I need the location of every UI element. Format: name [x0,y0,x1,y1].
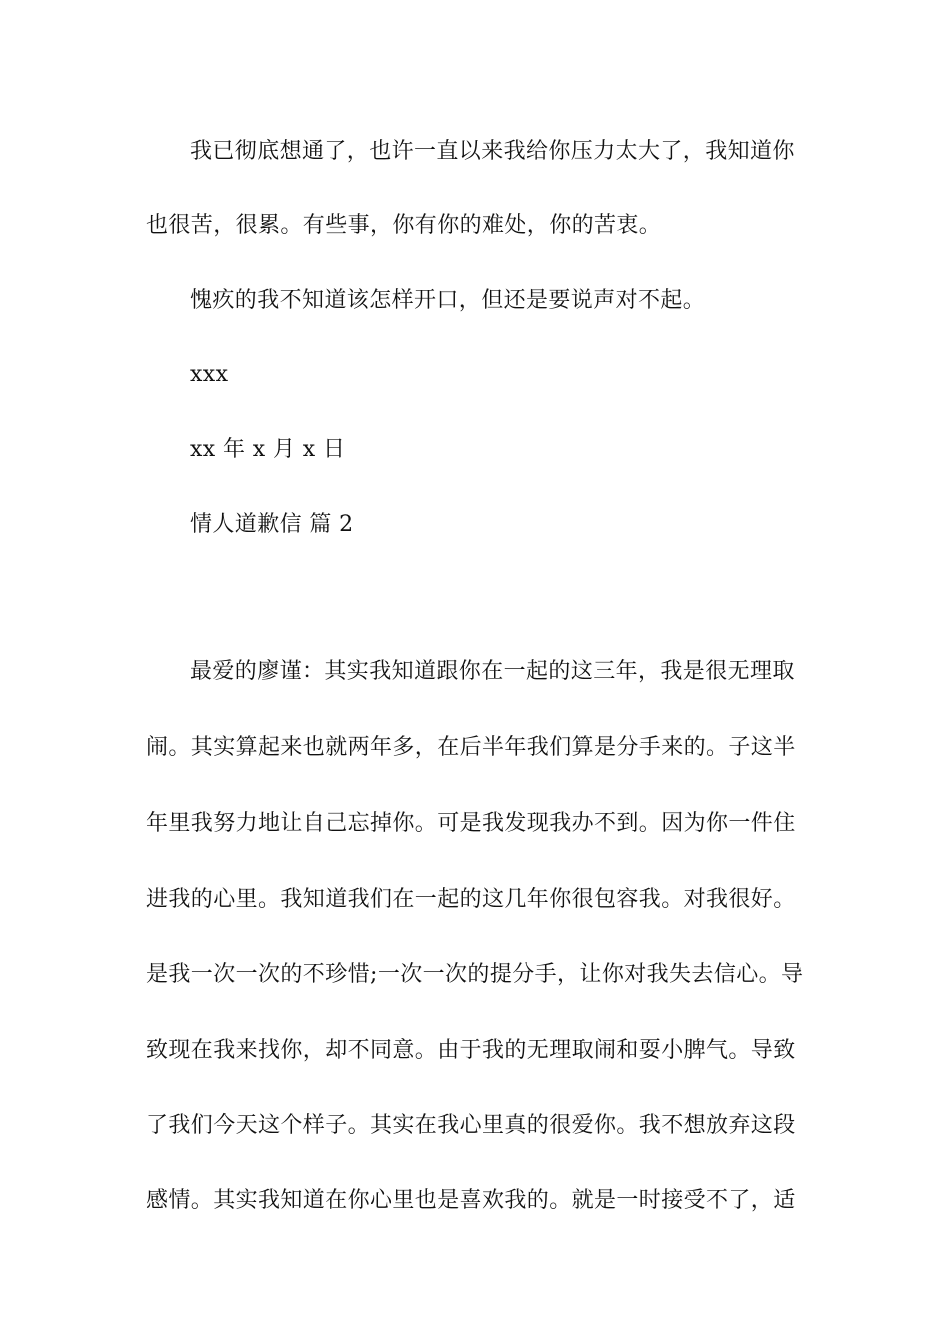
paragraph-line: 我已彻底想通了，也许一直以来我给你压力太大了，我知道你 [190,139,795,164]
signature: xxx [190,362,229,387]
paragraph-line: 进我的心里。我知道我们在一起的这几年你很包容我。对我很好。 [146,887,796,912]
apology-line: 愧疚的我不知道该怎样开口，但还是要说声对不起。 [190,288,706,313]
paragraph-line: 感情。其实我知道在你心里也是喜欢我的。就是一时接受不了，适 [146,1188,796,1213]
letter-date: xx 年 x 月 x 日 [190,437,346,462]
paragraph-line: 致现在我来找你，却不同意。由于我的无理取闹和耍小脾气。导致 [146,1038,796,1063]
paragraph-line: 年里我努力地让自己忘掉你。可是我发现我办不到。因为你一件住 [146,811,796,836]
paragraph-line: 闹。其实算起来也就两年多，在后半年我们算是分手来的。子这半 [146,735,796,760]
paragraph-line: 也很苦，很累。有些事，你有你的难处，你的苦衷。 [146,213,662,238]
paragraph-line: 了我们今天这个样子。其实在我心里真的很爱你。我不想放弃这段 [146,1113,796,1138]
paragraph-line: 最爱的廖谨：其实我知道跟你在一起的这三年，我是很无理取 [190,659,795,684]
paragraph-line: 是我一次一次的不珍惜;一次一次的提分手，让你对我失去信心。导 [146,962,804,987]
section-heading: 情人道歉信 篇 2 [190,512,354,537]
